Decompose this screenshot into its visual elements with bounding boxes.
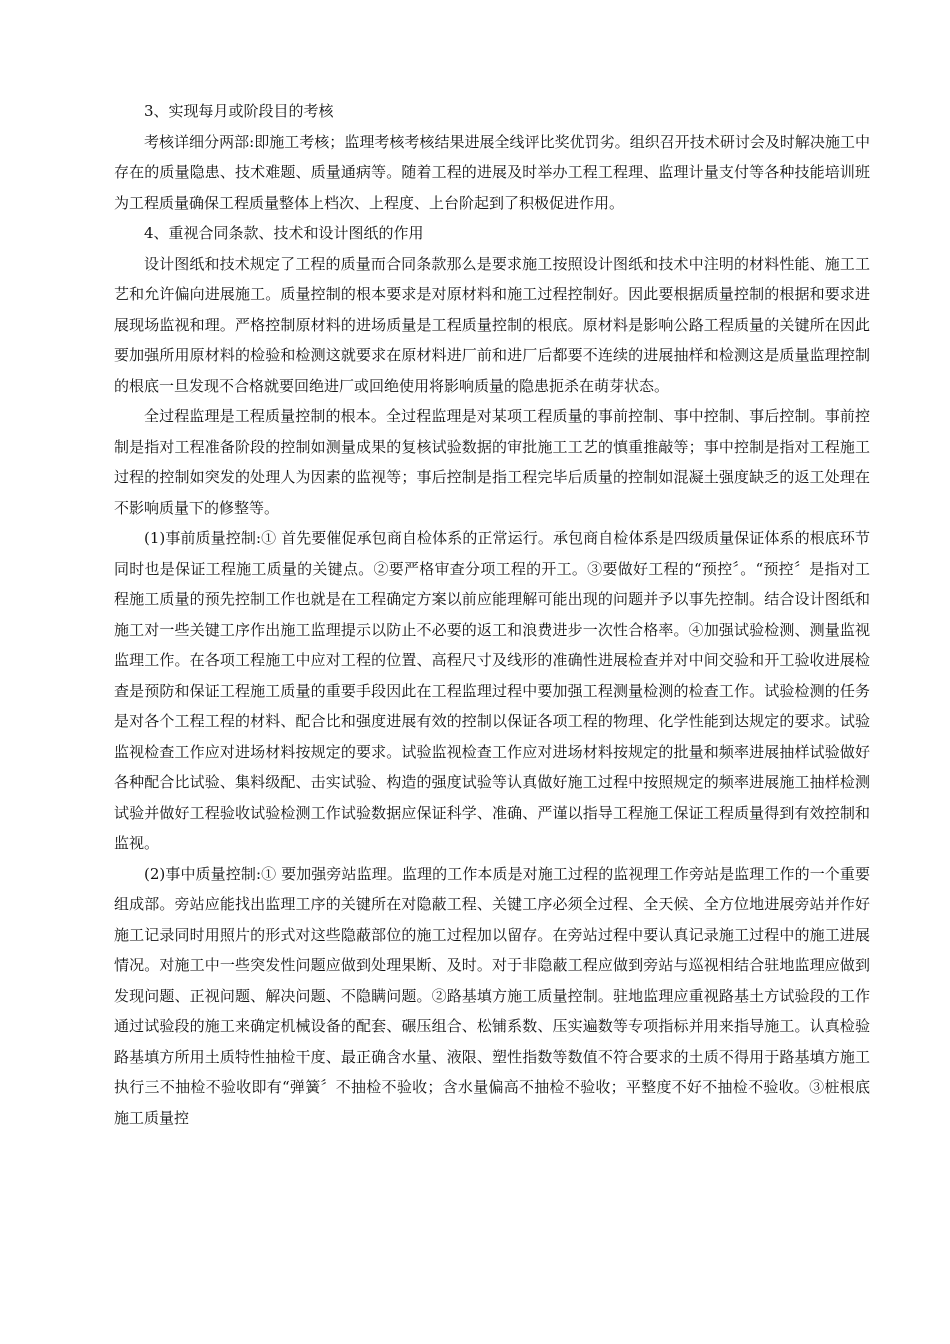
paragraph-full-process-supervision: 全过程监理是工程质量控制的根本。全过程监理是对某项工程质量的事前控制、事中控制、事后控制。事前控制是指对工程准备阶段的控制如测量成果的复核试验数据的审批施工工艺的慎重推敲等；事中控制是指对工程施工过程的控制如突发的处理人为因素的监视等；事后控制是指工程完毕后质量的控制如混凝土强度缺乏的返工处理在不影响质量下的修整等。 bbox=[114, 407, 870, 517]
paragraph-pre-quality-control: (1)事前质量控制:① 首先要催促承包商自检体系的正常运行。承包商自检体系是四级质量保证体系的根底环节同时也是保证工程施工质量的关键点。②要严格审查分项工程的开工。③要做好工程的“预控〞。“预控〞是指对工程施工质量的预先控制工作也就是在工程确定方案以前应能理解可能出现的问题并予以事先控制。结合设计图纸和施工对一些关键工序作出施工监理提示以防止不必要的返工和浪费进步一次性合格率。④加强试验检测、测量监视监理工作。在各项工程施工中应对工程的位置、高程尺寸及线形的准确性进展检查并对中间交验和开工验收进展检查是预防和保证工程施工质量的重要手段因此在工程监理过程中要加强工程测量检测的检查工作。试验检测的任务是对各个工程工程的材料、配合比和强度进展有效的控制以保证各项工程的物理、化学性能到达规定的要求。试验监视检查工作应对进场材料按规定的要求。试验监视检查工作应对进场材料按规定的批量和频率进展抽样试验做好各种配合比试验、集料级配、击实试验、构造的强度试验等认真做好施工过程中按照规定的频率进展施工抽样检测试验并做好工程验收试验检测工作试验数据应保证科学、准确、严谨以指导工程施工保证工程质量得到有效控制和监视。 bbox=[114, 529, 870, 852]
section-heading-4: 4、重视合同条款、技术和设计图纸的作用 bbox=[144, 224, 424, 242]
section-heading-3: 3、实现每月或阶段目的考核 bbox=[144, 102, 334, 120]
paragraph-in-process-quality-control: (2)事中质量控制:① 要加强旁站监理。监理的工作本质是对施工过程的监视理工作旁站是监理工作的一个重要组成部。旁站应能找出监理工序的关键所在对隐蔽工程、关键工序必须全过程、全天候、全方位地进展旁站并作好施工记录同时用照片的形式对这些隐蔽部位的施工过程加以留存。在旁站过程中要认真记录施工过程中的施工进展情况。对施工中一些突发性问题应做到处理果断、及时。对于非隐蔽工程应做到旁站与巡视相结合驻地监理应做到发现问题、正视问题、解决问题、不隐瞒问题。②路基填方施工质量控制。驻地监理应重视路基土方试验段的工作通过试验段的施工来确定机械设备的配套、碾压组合、松铺系数、压实遍数等专项指标并用来指导施工。认真检验路基填方所用土质特性抽检干度、最正确含水量、液限、塑性指数等数值不符合要求的土质不得用于路基填方施工执行三不抽检不验收即有“弹簧〞不抽检不验收；含水量偏高不抽检不验收；平整度不好不抽检不验收。③桩根底施工质量控 bbox=[114, 864, 870, 1127]
document-page bbox=[114, 96, 870, 1133]
paragraph-assessment: 考核详细分两部:即施工考核；监理考核考核结果进展全线评比奖优罚劣。组织召开技术研讨会及时解决施工中存在的质量隐患、技术难题、质量通病等。随着工程的进展及时举办工程工程理、监理计量支付等各种技能培训班为工程质量确保工程质量整体上档次、上程度、上台阶起到了积极促进作用。 bbox=[114, 132, 870, 212]
paragraph-design-drawings: 设计图纸和技术规定了工程的质量而合同条款那么是要求施工按照设计图纸和技术中注明的材料性能、施工工艺和允许偏向进展施工。质量控制的根本要求是对原材料和施工过程控制好。因此要根据质量控制的根据和要求进展现场监视和理。严格控制原材料的进场质量是工程质量控制的根底。原材料是影响公路工程质量的关键所在因此要加强所用原材料的检验和检测这就要求在原材料进厂前和进厂后都要不连续的进展抽样和检测这是质量监理控制的根底一旦发现不合格就要回绝进厂或回绝使用将影响质量的隐患扼杀在萌芽状态。 bbox=[114, 254, 870, 395]
